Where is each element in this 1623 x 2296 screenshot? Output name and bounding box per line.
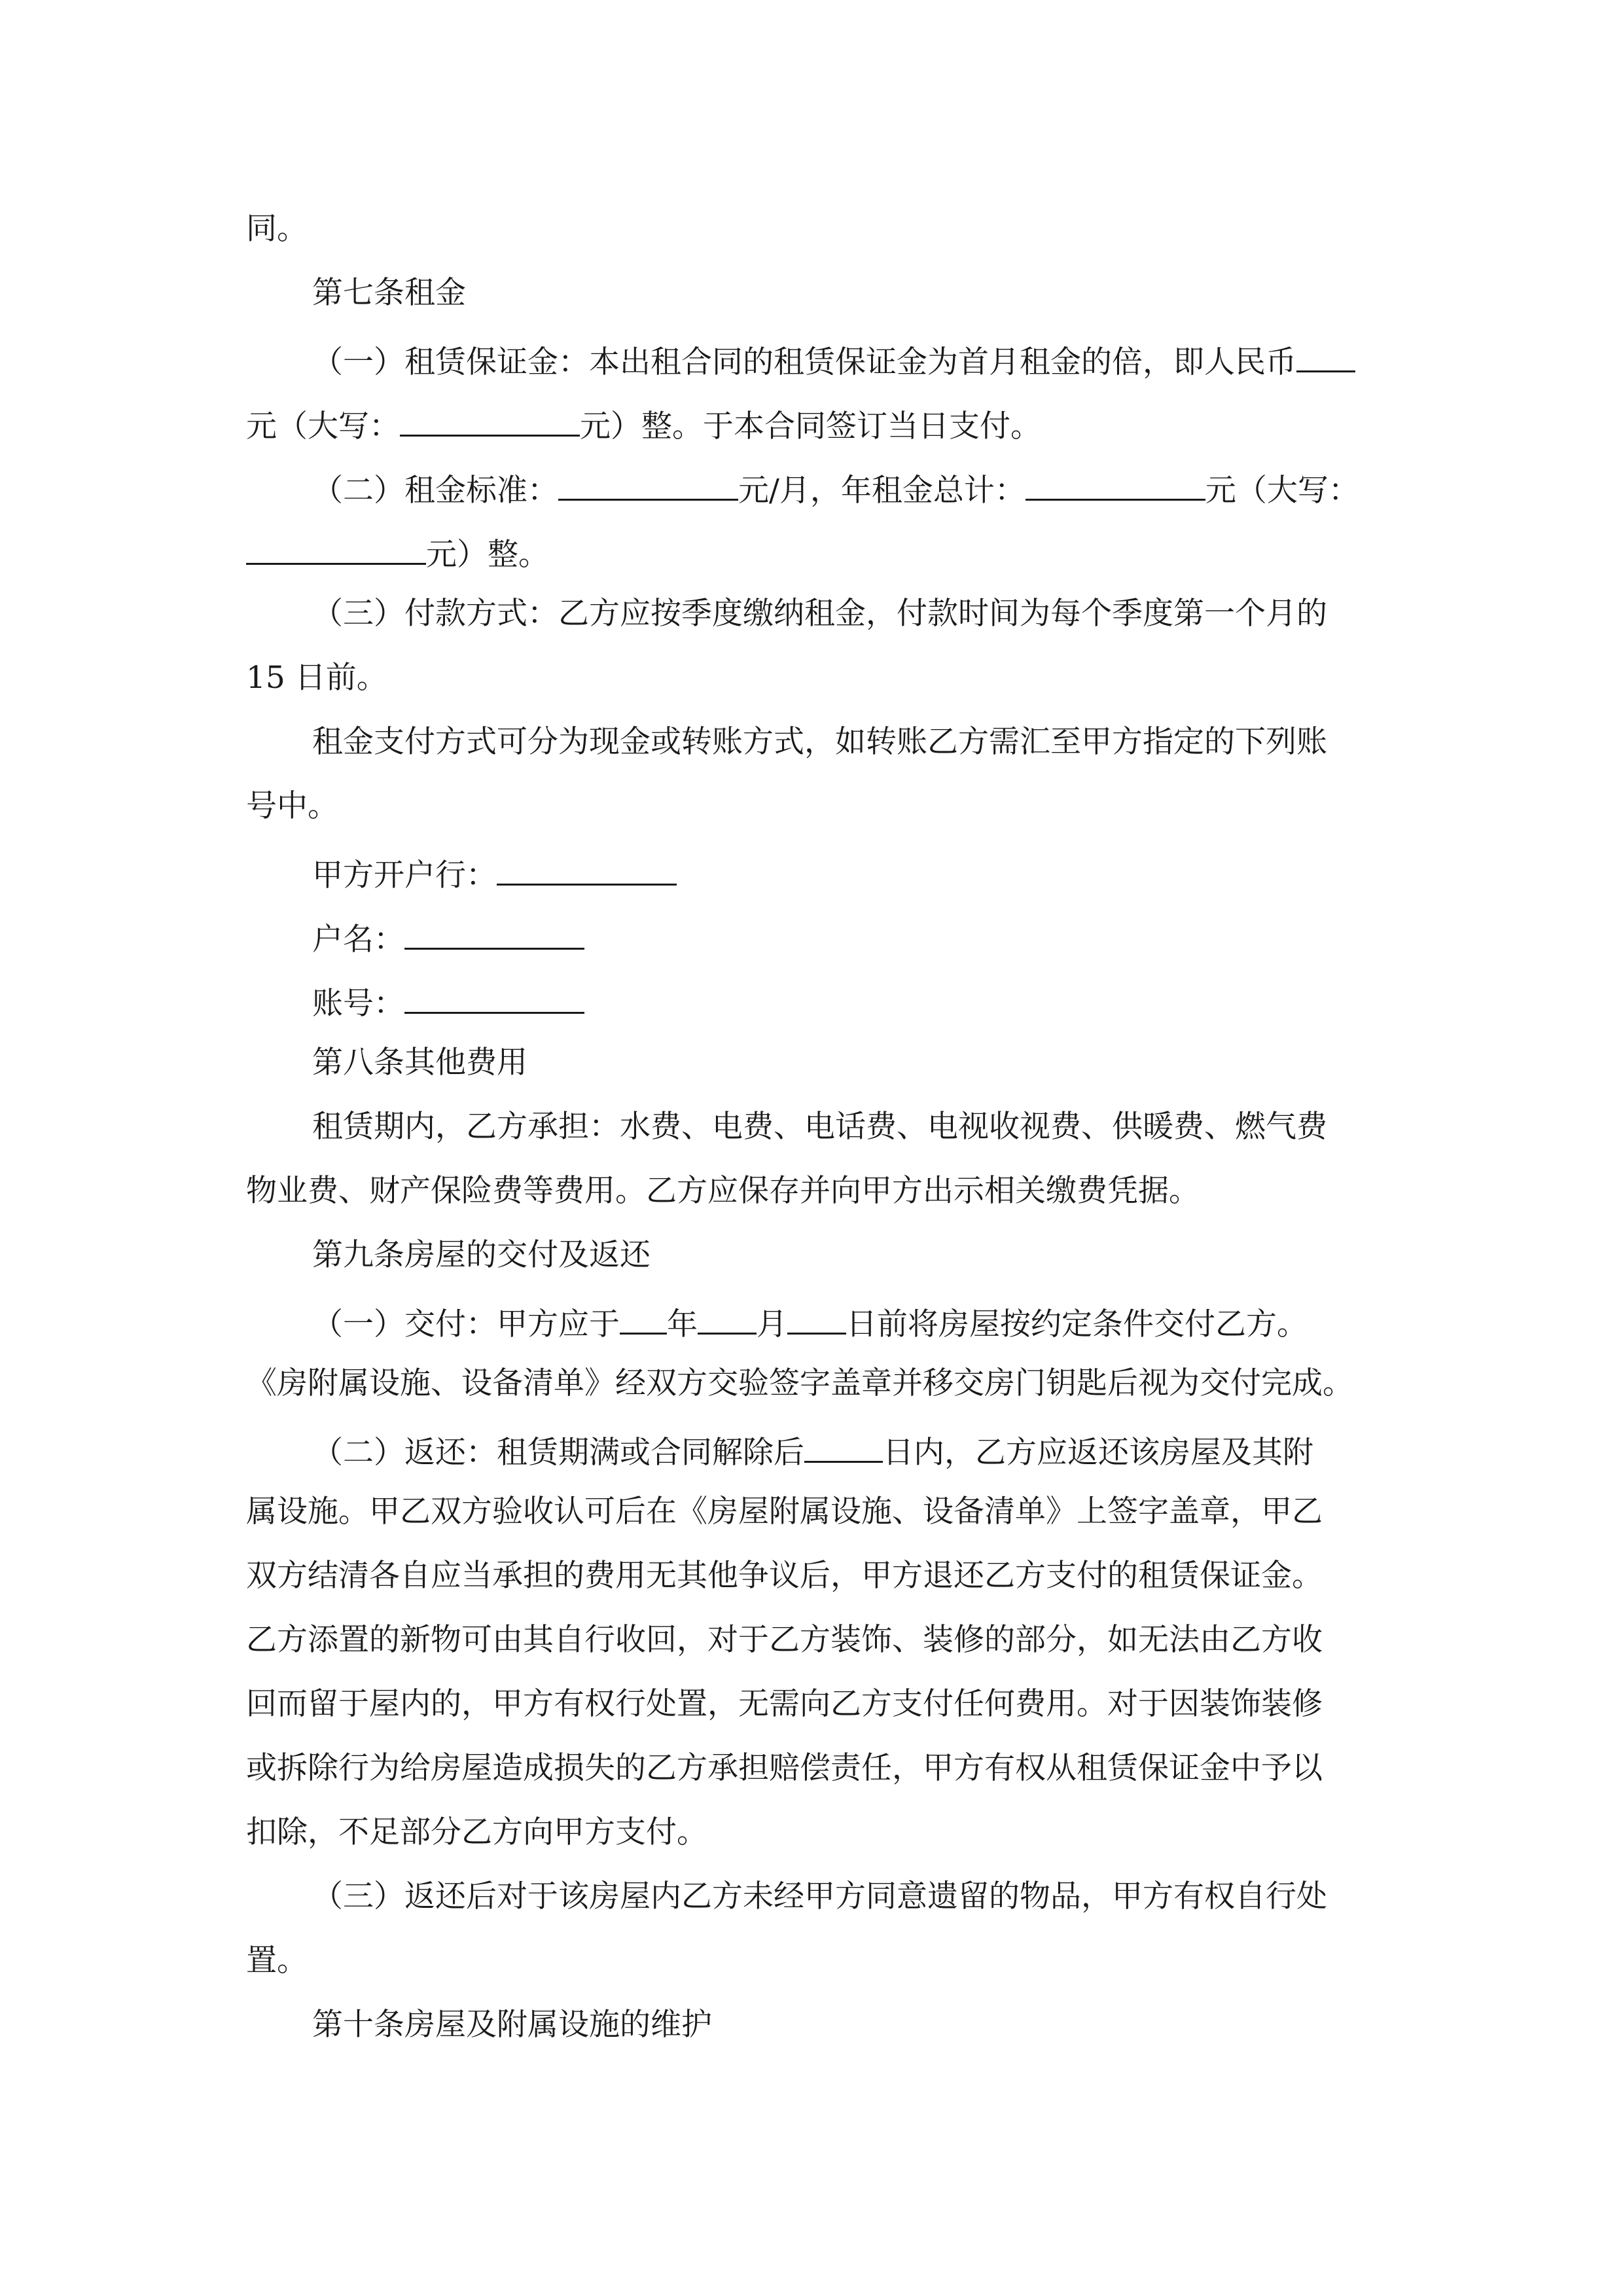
account-number-field-line: 账号： <box>312 983 584 1019</box>
text-line: 15 日前。 <box>246 660 387 696</box>
article-8-heading: 第八条其他费用 <box>312 1045 527 1081</box>
text-line: 同。 <box>246 211 308 247</box>
blank-field <box>1026 470 1205 501</box>
text-line: 或拆除行为给房屋造成损失的乙方承担赔偿责任，甲方有权从租赁保证金中予以 <box>246 1750 1323 1786</box>
blank-field <box>558 470 738 501</box>
text-line: 《房附属设施、设备清单》经双方交验签字盖章并移交房门钥匙后视为交付完成。 <box>246 1365 1353 1401</box>
blank-field <box>620 1304 667 1335</box>
blank-field <box>246 534 426 565</box>
blank-field <box>400 406 580 437</box>
account-name-field-line: 户名： <box>312 919 584 955</box>
blank-field <box>804 1432 883 1463</box>
text-line: 物业费、财产保险费等费用。乙方应保存并向甲方出示相关缴费凭据。 <box>246 1173 1200 1209</box>
text-line: 元）整。 <box>246 534 549 570</box>
blank-field <box>404 983 584 1014</box>
text-line: 扣除，不足部分乙方向甲方支付。 <box>246 1814 707 1850</box>
text-line: 租金支付方式可分为现金或转账方式，如转账乙方需汇至甲方指定的下列账 <box>312 724 1327 760</box>
text-line: 租赁期内，乙方承担：水费、电费、电话费、电视收视费、供暖费、燃气费 <box>312 1109 1327 1145</box>
text-line: 置。 <box>246 1943 308 1979</box>
text-line: （三）返还后对于该房屋内乙方未经甲方同意遗留的物品，甲方有权自行处 <box>312 1878 1327 1914</box>
text-line: 号中。 <box>246 788 338 824</box>
blank-field <box>698 1304 757 1335</box>
text-line: 属设施。甲乙双方验收认可后在《房屋附属设施、设备清单》上签字盖章，甲乙 <box>246 1494 1323 1530</box>
text-line: 乙方添置的新物可由其自行收回，对于乙方装饰、装修的部分，如无法由乙方收 <box>246 1622 1323 1658</box>
text-line: 双方结清各自应当承担的费用无其他争议后，甲方退还乙方支付的租赁保证金。 <box>246 1558 1323 1594</box>
text-line: 元（大写： 元）整。于本合同签订当日支付。 <box>246 406 1041 442</box>
text-line: （二）租金标准： 元/月，年租金总计： 元（大写： <box>312 470 1359 506</box>
text-line: （二）返还：租赁期满或合同解除后 日内，乙方应返还该房屋及其附 <box>312 1432 1313 1468</box>
text-line: （三）付款方式：乙方应按季度缴纳租金，付款时间为每个季度第一个月的 <box>312 596 1327 632</box>
article-10-heading: 第十条房屋及附属设施的维护 <box>312 2007 712 2043</box>
article-9-heading: 第九条房屋的交付及返还 <box>312 1237 651 1273</box>
article-7-heading: 第七条租金 <box>312 275 466 311</box>
text-line: （一）租赁保证金：本出租合同的租赁保证金为首月租金的倍，即人民币 <box>312 342 1355 378</box>
bank-field-line: 甲方开户行： <box>312 855 677 891</box>
blank-field <box>497 855 677 886</box>
text-line: （一）交付：甲方应于 年 月 日前将房屋按约定条件交付乙方。 <box>312 1304 1308 1340</box>
blank-field <box>404 919 584 950</box>
blank-field <box>787 1304 846 1335</box>
blank-field <box>1296 342 1355 372</box>
text-line: 回而留于屋内的，甲方有权行处置，无需向乙方支付任何费用。对于因装饰装修 <box>246 1686 1323 1722</box>
